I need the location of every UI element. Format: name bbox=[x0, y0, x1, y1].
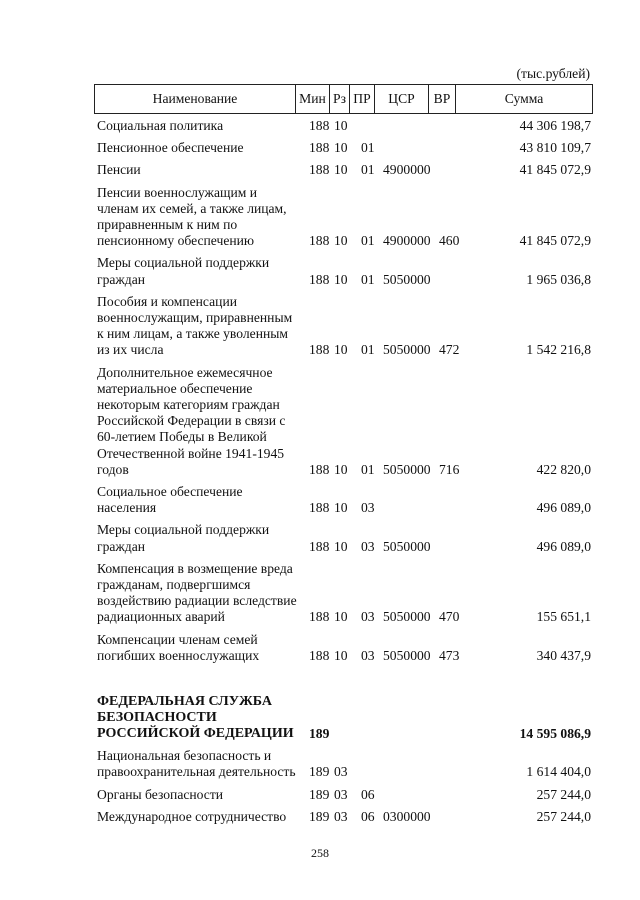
row-sum: 1 965 036,8 bbox=[526, 271, 591, 287]
row-vr: 470 bbox=[439, 609, 460, 625]
row-min: 188 bbox=[309, 162, 330, 178]
row-sum: 41 845 072,9 bbox=[519, 162, 591, 178]
row-sum: 1 542 216,8 bbox=[526, 342, 591, 358]
row-pr: 01 bbox=[361, 271, 375, 287]
row-csr: 0300000 bbox=[383, 808, 431, 824]
row-min: 188 bbox=[309, 538, 330, 554]
table-row bbox=[97, 185, 593, 250]
row-sum: 257 244,0 bbox=[536, 808, 591, 824]
row-vr: 472 bbox=[439, 342, 460, 358]
row-sum: 44 306 198,7 bbox=[519, 118, 591, 133]
table-row bbox=[97, 162, 593, 178]
row-sum: 422 820,0 bbox=[536, 461, 591, 477]
table-row bbox=[97, 255, 593, 287]
row-csr: 5050000 bbox=[383, 461, 431, 477]
table-row bbox=[97, 561, 593, 626]
row-sum: 496 089,0 bbox=[536, 538, 591, 554]
page-number: 258 bbox=[311, 846, 329, 860]
table-row-department bbox=[97, 694, 593, 742]
row-name: ФЕДЕРАЛЬНАЯ СЛУЖБА БЕЗОПАСНОСТИ РОССИЙСКОЙ ФЕДЕРАЦИИ bbox=[97, 694, 294, 742]
row-name: Пенсии bbox=[97, 162, 141, 178]
header-name: Наименование bbox=[95, 85, 296, 113]
row-rz: 10 bbox=[334, 342, 348, 358]
row-rz: 10 bbox=[334, 461, 348, 477]
row-min: 188 bbox=[309, 500, 330, 516]
row-rz: 10 bbox=[334, 162, 348, 178]
row-pr: 01 bbox=[361, 162, 375, 178]
row-pr: 01 bbox=[361, 233, 375, 249]
row-pr: 03 bbox=[361, 647, 375, 663]
row-min: 188 bbox=[309, 118, 330, 133]
row-pr: 06 bbox=[361, 808, 375, 824]
row-name: Пособия и компенсации военнослужащим, приравненным к ним лицам, а также уволенным из их числа bbox=[97, 293, 293, 358]
row-name: Международное сотрудничество bbox=[97, 808, 287, 824]
table-header bbox=[94, 84, 593, 114]
row-name: Дополнительное ежемесячное материальное обеспечение некоторым категориям граждан Российской Федерации в связи с 60-летием Победы в Великой Отечественной войне 1941-1945 годов bbox=[97, 364, 286, 477]
row-rz: 10 bbox=[334, 233, 348, 249]
row-rz: 03 bbox=[334, 808, 348, 824]
row-rz: 10 bbox=[334, 500, 348, 516]
header-pr: ПР bbox=[350, 85, 375, 113]
row-csr: 4900000 bbox=[383, 162, 431, 178]
table-row bbox=[97, 632, 593, 664]
row-min: 188 bbox=[309, 609, 330, 625]
row-min: 188 bbox=[309, 647, 330, 663]
row-vr: 460 bbox=[439, 233, 460, 249]
row-min: 188 bbox=[309, 342, 330, 358]
table-row bbox=[97, 365, 593, 478]
row-pr: 03 bbox=[361, 538, 375, 554]
row-min: 189 bbox=[309, 808, 330, 824]
row-pr: 03 bbox=[361, 500, 375, 516]
row-min: 189 bbox=[309, 786, 330, 802]
row-name: Пенсии военнослужащим и членам их семей, а также лицам, приравненным к ним по пенсионному обеспечению bbox=[97, 184, 287, 249]
row-rz: 10 bbox=[334, 118, 348, 133]
row-csr: 5050000 bbox=[383, 342, 431, 358]
table-row bbox=[97, 484, 593, 516]
row-rz: 10 bbox=[334, 271, 348, 287]
row-name: Компенсация в возмещение вреда гражданам, подвергшимся воздействию радиации вследствие радиационных аварий bbox=[97, 560, 297, 625]
table-row bbox=[97, 809, 593, 825]
row-rz: 10 bbox=[334, 609, 348, 625]
header-sum: Сумма bbox=[504, 91, 544, 106]
row-csr: 5050000 bbox=[383, 538, 431, 554]
row-csr: 4900000 bbox=[383, 233, 431, 249]
row-rz: 03 bbox=[334, 764, 348, 780]
row-pr: 01 bbox=[361, 342, 375, 358]
row-csr: 5050000 bbox=[383, 271, 431, 287]
row-min: 188 bbox=[309, 461, 330, 477]
table-row bbox=[97, 140, 593, 156]
row-sum: 340 437,9 bbox=[536, 647, 591, 663]
row-sum: 155 651,1 bbox=[536, 609, 591, 625]
row-name: Компенсации членам семей погибших военнослужащих bbox=[97, 631, 260, 663]
row-name: Органы безопасности bbox=[97, 786, 224, 802]
row-rz: 03 bbox=[334, 786, 348, 802]
row-sum: 496 089,0 bbox=[536, 500, 591, 516]
row-pr: 06 bbox=[361, 786, 375, 802]
table-row bbox=[97, 294, 593, 359]
header-rz: Рз bbox=[330, 85, 350, 113]
header-vr: ВР bbox=[429, 85, 456, 113]
row-min: 188 bbox=[309, 271, 330, 287]
row-sum: 41 845 072,9 bbox=[519, 233, 591, 249]
row-name: Национальная безопасность и правоохранительная деятельность bbox=[97, 748, 296, 780]
header-csr: ЦСР bbox=[375, 85, 429, 113]
row-name: Социальное обеспечение населения bbox=[97, 484, 243, 516]
row-rz: 10 bbox=[334, 647, 348, 663]
row-rz: 10 bbox=[334, 538, 348, 554]
table-row bbox=[97, 118, 593, 134]
row-pr: 01 bbox=[361, 461, 375, 477]
table-row bbox=[97, 787, 593, 803]
row-csr: 5050000 bbox=[383, 609, 431, 625]
row-pr: 01 bbox=[361, 140, 375, 156]
row-name: Социальная политика bbox=[97, 118, 224, 133]
row-min: 188 bbox=[309, 233, 330, 249]
table-row bbox=[97, 748, 593, 780]
row-sum: 1 614 404,0 bbox=[526, 764, 591, 780]
row-rz: 10 bbox=[334, 140, 348, 156]
table-row bbox=[97, 522, 593, 554]
header-min: Мин bbox=[296, 85, 330, 113]
row-sum: 257 244,0 bbox=[536, 786, 591, 802]
row-sum: 14 595 086,9 bbox=[519, 725, 591, 741]
unit-label: (тыс.рублей) bbox=[516, 66, 590, 81]
table-body bbox=[97, 118, 593, 831]
row-min: 189 bbox=[309, 764, 330, 780]
row-csr: 5050000 bbox=[383, 647, 431, 663]
row-name: Пенсионное обеспечение bbox=[97, 140, 244, 156]
row-vr: 716 bbox=[439, 461, 460, 477]
row-min: 188 bbox=[309, 140, 330, 156]
row-min: 189 bbox=[309, 725, 330, 741]
row-name: Меры социальной поддержки граждан bbox=[97, 522, 270, 554]
row-sum: 43 810 109,7 bbox=[519, 140, 591, 156]
row-pr: 03 bbox=[361, 609, 375, 625]
row-name: Меры социальной поддержки граждан bbox=[97, 255, 270, 287]
row-vr: 473 bbox=[439, 647, 460, 663]
